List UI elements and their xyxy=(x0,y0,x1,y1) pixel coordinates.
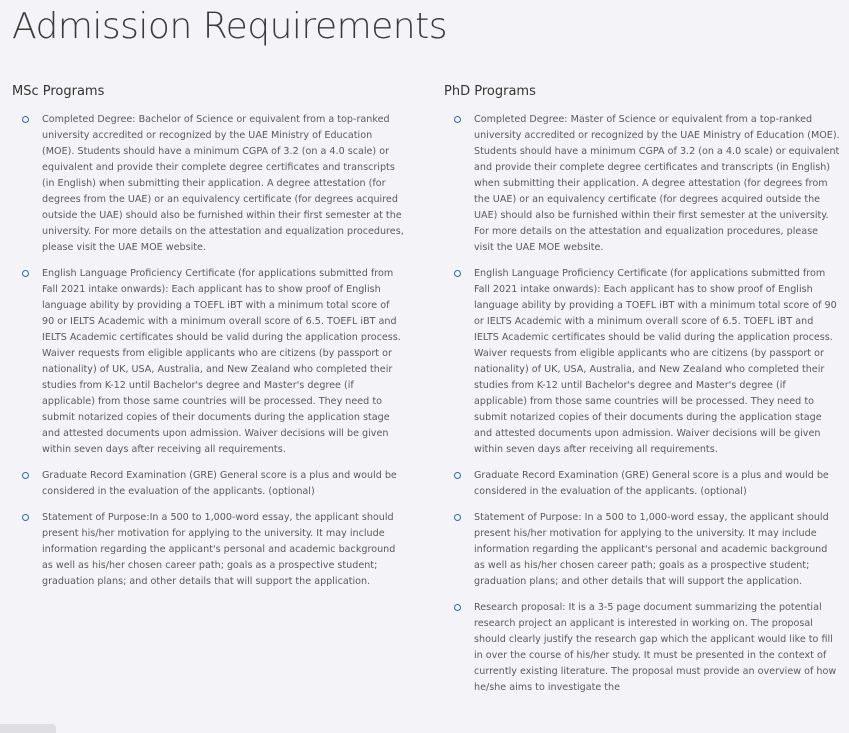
requirement-text: Completed Degree: Bachelor of Science or equivalent from a top-ranked university accredited or recognized by the UAE Ministry of Education (MOE). Students should have a minimum CGPA of 3.2 (on a 4.0 scale) or equivalent and provide their complete degree certificates and transcripts (in English) when submitting their application. A degree attestation (for degrees from the UAE) or an equivalency certificate (for degrees acquired outside the UAE) should also be furnished within their first semester at the university. For more details on the attestation and equalization procedures, please visit the UAE MOE website. xyxy=(42,114,404,253)
scroll-to-top-tab[interactable] xyxy=(0,724,56,733)
circle-bullet-icon xyxy=(22,116,29,123)
circle-bullet-icon xyxy=(454,472,461,479)
msc-programs-heading: MSc Programs xyxy=(12,84,105,99)
list-item xyxy=(444,468,840,500)
circle-bullet-icon xyxy=(454,116,461,123)
requirement-text: Completed Degree: Master of Science or equivalent from a top-ranked university accredited or recognized by the UAE Ministry of Education (MOE). Students should have a minimum CGPA of 3.2 (on a 4.0 scale) or equivalent and provide their complete degree certificates and transcripts (in English) when submitting their application. A degree attestation (for degrees from the UAE) or an equivalency certificate (for degrees acquired outside the UAE) should also be furnished within their first semester at the university. For more details on the attestation and equalization procedures, please visit the UAE MOE website. xyxy=(474,114,840,253)
msc-requirements-list xyxy=(12,112,404,590)
list-item xyxy=(444,600,840,696)
list-item xyxy=(444,510,840,590)
circle-bullet-icon xyxy=(22,472,29,479)
list-item xyxy=(12,468,404,500)
circle-bullet-icon xyxy=(454,514,461,521)
circle-bullet-icon xyxy=(22,270,29,277)
requirement-text: Statement of Purpose: In a 500 to 1,000-word essay, the applicant should present his/her motivation for applying to the university. It may include information regarding the applicant's personal and academic background as well as his/her chosen career path; goals as a prospective student; graduation plans; and other details that will support the application. xyxy=(474,512,829,587)
phd-requirements-list xyxy=(444,112,840,696)
circle-bullet-icon xyxy=(454,604,461,611)
circle-bullet-icon xyxy=(22,514,29,521)
list-item xyxy=(12,112,404,256)
phd-programs-column xyxy=(444,84,840,706)
list-item xyxy=(444,112,840,256)
requirement-text: Research proposal: It is a 3-5 page document summarizing the potential research project an applicant is interested in working on. The proposal should clearly justify the research gap which the applicant would like to fill in over the course of his/her study. It must be presented in the context of currently existing literature. The proposal must provide an overview of how he/she aims to investigate the xyxy=(474,602,837,693)
requirement-text: English Language Proficiency Certificate (for applications submitted from Fall 2021 intake onwards): Each applicant has to show proof of English language ability by providing a TOEFL iBT with a minimum total score of 90 or IELTS Academic with a minimum overall score of 6.5. TOEFL iBT and IELTS Academic certificates should be valid during the application process. Waiver requests from eligible applicants who are citizens (by passport or nationality) of UK, USA, Australia, and New Zealand who completed their studies from K-12 until Bachelor's degree and Master's degree (if applicable) from those same countries will be processed. They need to submit notarized copies of their documents during the application stage and attested documents upon admission. Waiver decisions will be given within seven days after receiving all requirements. xyxy=(42,268,401,455)
page-title: Admission Requirements xyxy=(12,6,447,47)
requirement-text: Graduate Record Examination (GRE) General score is a plus and would be considered in the evaluation of the applicants. (optional) xyxy=(42,470,397,497)
msc-programs-column xyxy=(12,84,404,600)
phd-programs-heading: PhD Programs xyxy=(444,84,536,99)
requirement-text: Statement of Purpose:In a 500 to 1,000-word essay, the applicant should present his/her motivation for applying to the university. It may include information regarding the applicant's personal and academic background as well as his/her chosen career path; goals as a prospective student; graduation plans; and other details that will support the application. xyxy=(42,512,396,587)
list-item xyxy=(12,266,404,458)
list-item xyxy=(12,510,404,590)
requirement-text: English Language Proficiency Certificate (for applications submitted from Fall 2021 intake onwards): Each applicant has to show proof of English language ability by providing a TOEFL iBT with a minimum total score of 90 or IELTS Academic with a minimum overall score of 6.5. TOEFL iBT and IELTS Academic certificates should be valid during the application process. Waiver requests from eligible applicants who are citizens (by passport or nationality) of UK, USA, Australia, and New Zealand who completed their studies from K-12 until Bachelor's degree and Master's degree (if applicable) from those same countries will be processed. They need to submit notarized copies of their documents during the application stage and attested documents upon admission. Waiver decisions will be given within seven days after receiving all requirements. xyxy=(474,268,837,455)
circle-bullet-icon xyxy=(454,270,461,277)
requirement-text: Graduate Record Examination (GRE) General score is a plus and would be considered in the evaluation of the applicants. (optional) xyxy=(474,470,829,497)
list-item xyxy=(444,266,840,458)
